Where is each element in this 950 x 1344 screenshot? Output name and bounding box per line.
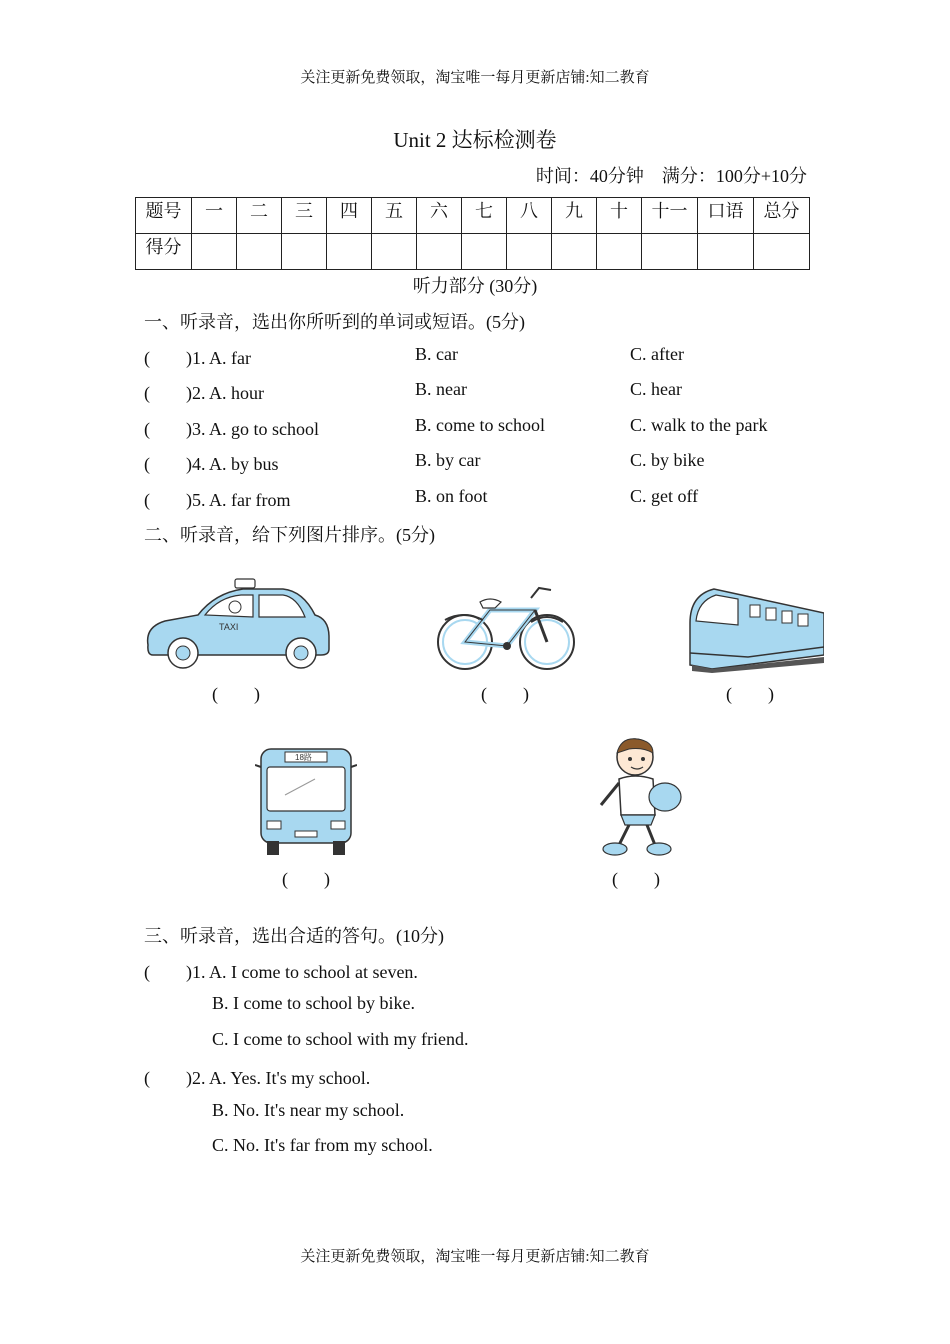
table-cell: 口语: [698, 198, 754, 234]
s1-q2-option-a: ( )2. A. hour: [144, 383, 264, 403]
score-input-cell[interactable]: [237, 234, 282, 270]
table-cell: 五: [372, 198, 417, 234]
table-cell: 十: [597, 198, 642, 234]
s1-q3-option-b: B. come to school: [415, 415, 545, 435]
table-cell: 二: [237, 198, 282, 234]
table-cell: 总分: [754, 198, 810, 234]
walk-answer-blank[interactable]: ( ): [612, 869, 660, 889]
score-input-cell[interactable]: [462, 234, 507, 270]
s1-q2-option-b: B. near: [415, 379, 467, 399]
score-input-cell[interactable]: [417, 234, 462, 270]
table-cell: 九: [552, 198, 597, 234]
score-input-cell[interactable]: [597, 234, 642, 270]
score-input-cell[interactable]: [552, 234, 597, 270]
score-input-cell[interactable]: [372, 234, 417, 270]
table-cell: 三: [282, 198, 327, 234]
score-input-cell[interactable]: [192, 234, 237, 270]
score-input-cell[interactable]: [507, 234, 552, 270]
score-input-cell[interactable]: [327, 234, 372, 270]
s1-q1-option-a: ( )1. A. far: [144, 348, 251, 368]
bus-route-label: 18路: [295, 753, 312, 762]
score-table-score-row: [136, 234, 810, 270]
train-picture: [688, 583, 824, 673]
score-input-cell[interactable]: [754, 234, 810, 270]
taxi-picture: [143, 575, 333, 670]
s3-q1-option-a: ( )1. A. I come to school at seven.: [144, 962, 418, 982]
table-cell: 得分: [136, 234, 192, 270]
table-cell: 四: [327, 198, 372, 234]
taxi-answer-blank[interactable]: ( ): [212, 684, 260, 704]
s1-q5-option-b: B. on foot: [415, 486, 488, 506]
table-cell: 七: [462, 198, 507, 234]
score-input-cell[interactable]: [698, 234, 754, 270]
page-footer: 关注更新免费领取，淘宝唯一每月更新店铺:知二教育: [300, 1249, 650, 1265]
s3-q2-option-c: C. No. It's far from my school.: [212, 1135, 433, 1155]
table-cell: 十一: [642, 198, 698, 234]
s1-q4-option-a: ( )4. A. by bus: [144, 454, 279, 474]
s1-q4-option-c: C. by bike: [630, 450, 705, 470]
page-header: 关注更新免费领取，淘宝唯一每月更新店铺:知二教育: [300, 70, 650, 86]
s3-q2-option-a: ( )2. A. Yes. It's my school.: [144, 1068, 371, 1088]
taxi-label: TAXI: [219, 622, 239, 632]
s3-q1-option-b: B. I come to school by bike.: [212, 993, 415, 1013]
table-cell: 一: [192, 198, 237, 234]
table-cell: 八: [507, 198, 552, 234]
walking-boy-picture: [595, 735, 691, 860]
s1-q5-option-a: ( )5. A. far from: [144, 490, 291, 510]
time-info: 时间：40分钟 满分：100分+10分: [535, 166, 807, 186]
s1-q4-option-b: B. by car: [415, 450, 481, 470]
train-answer-blank[interactable]: ( ): [726, 684, 774, 704]
listening-header: 听力部分 (30分): [412, 276, 538, 296]
score-input-cell[interactable]: [282, 234, 327, 270]
s1-q1-option-c: C. after: [630, 344, 684, 364]
bike-answer-blank[interactable]: ( ): [481, 684, 529, 704]
s1-q3-option-c: C. walk to the park: [630, 415, 768, 435]
table-cell: 六: [417, 198, 462, 234]
bus-answer-blank[interactable]: ( ): [282, 869, 330, 889]
section3-title: 三、听录音，选出合适的答句。(10分): [144, 926, 444, 946]
section2-title: 二、听录音，给下列图片排序。(5分): [144, 525, 435, 545]
bus-picture: [255, 745, 357, 857]
s1-q5-option-c: C. get off: [630, 486, 699, 506]
score-input-cell[interactable]: [642, 234, 698, 270]
s3-q1-option-c: C. I come to school with my friend.: [212, 1029, 469, 1049]
s3-q2-option-b: B. No. It's near my school.: [212, 1100, 405, 1120]
table-cell: 题号: [136, 198, 192, 234]
s1-q2-option-c: C. hear: [630, 379, 682, 399]
score-table: [135, 197, 810, 270]
s1-q1-option-b: B. car: [415, 344, 458, 364]
score-table-header-row: [136, 198, 810, 234]
bike-picture: [435, 580, 577, 675]
section1-title: 一、听录音，选出你所听到的单词或短语。(5分): [144, 312, 525, 332]
s1-q3-option-a: ( )3. A. go to school: [144, 419, 319, 439]
page-title: Unit 2 达标检测卷: [393, 128, 557, 152]
